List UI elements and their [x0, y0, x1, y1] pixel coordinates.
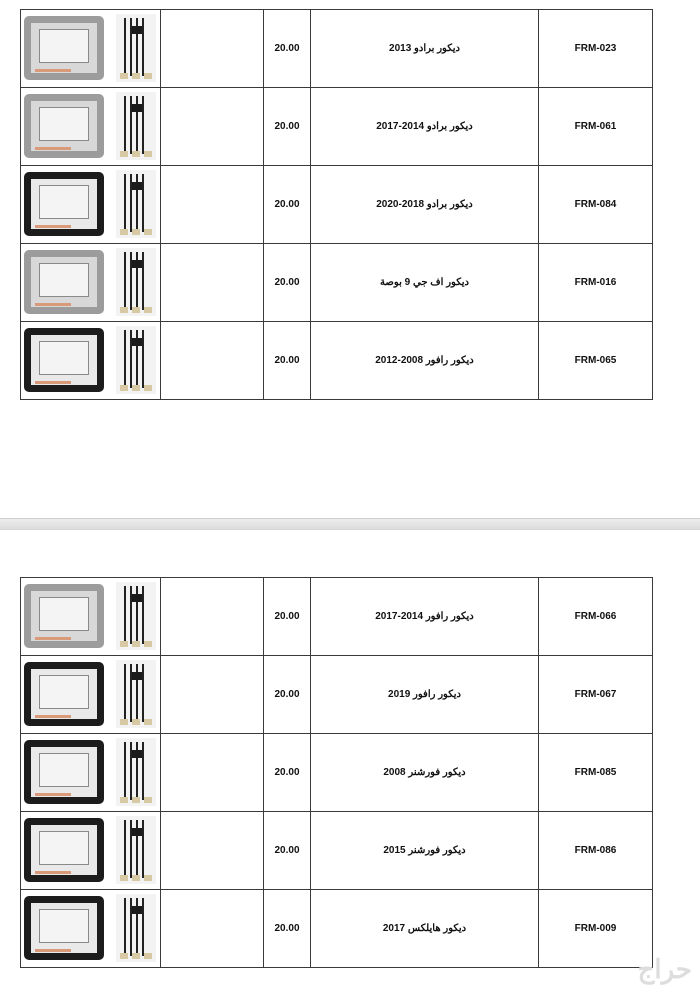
dash-frame-image: [24, 250, 104, 314]
product-name: ديكور فورشنر 2015: [311, 812, 539, 890]
product-image-cell: [21, 890, 161, 968]
product-code: FRM-067: [539, 656, 653, 734]
empty-cell: [161, 578, 264, 656]
wiring-harness-image: [116, 326, 156, 394]
product-table: [20, 577, 653, 968]
product-image-cell: [21, 812, 161, 890]
product-image-cell: [21, 244, 161, 322]
product-name: ديكور برادو 2013: [311, 10, 539, 88]
product-code: FRM-016: [539, 244, 653, 322]
product-image-cell: [21, 88, 161, 166]
product-row: [21, 244, 653, 322]
product-price: 20.00: [264, 656, 311, 734]
product-row: [21, 656, 653, 734]
dash-frame-image: [24, 328, 104, 392]
product-price: 20.00: [264, 244, 311, 322]
empty-cell: [161, 656, 264, 734]
dash-frame-image: [24, 740, 104, 804]
dash-frame-image: [24, 584, 104, 648]
product-code: FRM-061: [539, 88, 653, 166]
product-name: ديكور برادو 2018-2020: [311, 166, 539, 244]
product-code: FRM-009: [539, 890, 653, 968]
product-name: ديكور رافور 2014-2017: [311, 578, 539, 656]
product-image-cell: [21, 322, 161, 400]
empty-cell: [161, 244, 264, 322]
wiring-harness-image: [116, 170, 156, 238]
product-image-cell: [21, 656, 161, 734]
product-row: [21, 10, 653, 88]
product-image-cell: [21, 734, 161, 812]
wiring-harness-image: [116, 738, 156, 806]
product-row: [21, 812, 653, 890]
wiring-harness-image: [116, 248, 156, 316]
product-name: ديكور هايلكس 2017: [311, 890, 539, 968]
product-code: FRM-065: [539, 322, 653, 400]
product-image-cell: [21, 10, 161, 88]
product-row: [21, 734, 653, 812]
product-image-cell: [21, 578, 161, 656]
dash-frame-image: [24, 16, 104, 80]
product-price: 20.00: [264, 166, 311, 244]
dash-frame-image: [24, 94, 104, 158]
product-name: ديكور برادو 2014-2017: [311, 88, 539, 166]
wiring-harness-image: [116, 14, 156, 82]
empty-cell: [161, 812, 264, 890]
product-row: [21, 88, 653, 166]
dash-frame-image: [24, 662, 104, 726]
wiring-harness-image: [116, 660, 156, 728]
product-row: [21, 578, 653, 656]
empty-cell: [161, 734, 264, 812]
product-name: ديكور رافور 2008-2012: [311, 322, 539, 400]
product-name: ديكور اف جي 9 بوصة: [311, 244, 539, 322]
product-name: ديكور فورشنر 2008: [311, 734, 539, 812]
product-code: FRM-066: [539, 578, 653, 656]
product-price: 20.00: [264, 812, 311, 890]
empty-cell: [161, 322, 264, 400]
product-price: 20.00: [264, 734, 311, 812]
product-code: FRM-023: [539, 10, 653, 88]
empty-cell: [161, 88, 264, 166]
watermark-logo: حراج: [637, 954, 692, 984]
product-code: FRM-085: [539, 734, 653, 812]
product-name: ديكور رافور 2019: [311, 656, 539, 734]
product-price: 20.00: [264, 322, 311, 400]
product-price: 20.00: [264, 10, 311, 88]
product-price: 20.00: [264, 88, 311, 166]
product-price: 20.00: [264, 890, 311, 968]
product-code: FRM-086: [539, 812, 653, 890]
wiring-harness-image: [116, 816, 156, 884]
empty-cell: [161, 166, 264, 244]
product-code: FRM-084: [539, 166, 653, 244]
product-row: [21, 890, 653, 968]
empty-cell: [161, 890, 264, 968]
dash-frame-image: [24, 818, 104, 882]
product-table: [20, 9, 653, 400]
dash-frame-image: [24, 896, 104, 960]
product-price: 20.00: [264, 578, 311, 656]
product-row: [21, 322, 653, 400]
wiring-harness-image: [116, 582, 156, 650]
wiring-harness-image: [116, 894, 156, 962]
catalog-page-2: [0, 529, 700, 989]
dash-frame-image: [24, 172, 104, 236]
wiring-harness-image: [116, 92, 156, 160]
empty-cell: [161, 10, 264, 88]
product-row: [21, 166, 653, 244]
product-image-cell: [21, 166, 161, 244]
